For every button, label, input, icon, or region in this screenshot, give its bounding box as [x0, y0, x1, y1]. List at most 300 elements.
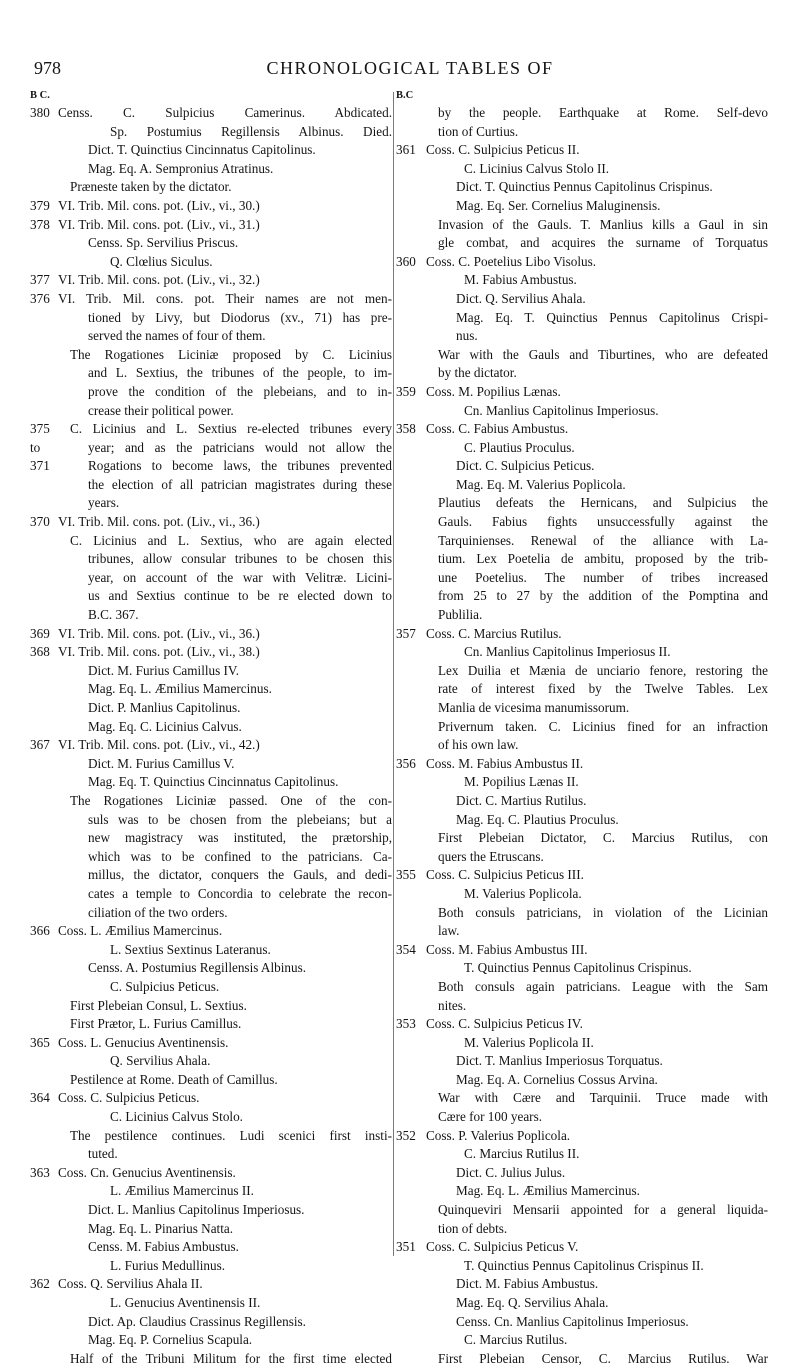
text-line — [396, 104, 768, 123]
text-line — [30, 550, 392, 569]
text-line — [396, 1220, 768, 1239]
year-label: 371 — [30, 458, 50, 474]
line-text: Dict. C. Sulpicius Peticus. — [456, 458, 595, 474]
text-line — [30, 718, 392, 737]
text-line — [396, 234, 768, 253]
line-text: T. Quinctius Pennus Capitolinus Crispinus II. — [464, 1257, 704, 1273]
text-line — [30, 792, 392, 811]
text-line — [396, 364, 768, 383]
text-line — [30, 364, 392, 383]
line-text: and L. Sextius, the tribunes of the people, to im- — [88, 365, 392, 381]
line-text: years. — [88, 495, 120, 511]
line-text: year, on account of the war with Velitræ. Licini- — [88, 569, 392, 585]
line-text: Dict. T. Quinctius Pennus Capitolinus Crispinus. — [456, 179, 713, 195]
text-line — [396, 346, 768, 365]
text-line — [30, 1127, 392, 1146]
text-line — [396, 1089, 768, 1108]
line-text: us and Sextius continue to be re elected down to — [88, 588, 392, 604]
line-text: The Rogationes Liciniæ proposed by C. Licinius — [70, 346, 392, 362]
line-text: Lex Duilia et Mænia de unciario fenore, restoring the — [438, 662, 768, 678]
line-text: Mag. Eq. Ser. Cornelius Maluginensis. — [456, 197, 661, 213]
text-line — [396, 885, 768, 904]
text-line — [396, 941, 768, 960]
year-label: to — [30, 439, 41, 455]
line-text: Invasion of the Gauls. T. Manlius kills a Gaul in sin — [438, 216, 768, 232]
line-text: Manlia de vicesima manumissorum. — [438, 700, 630, 715]
text-line — [30, 1257, 392, 1276]
line-text: cates a temple to Concordia to celebrate the recon- — [88, 885, 392, 901]
text-line — [30, 216, 392, 235]
text-line — [396, 513, 768, 532]
line-text: tium. Lex Poetelia de ambitu, proposed by the trib- — [438, 551, 768, 567]
line-text: une Poetelius. The number of tribes increased — [438, 569, 768, 585]
line-text: First Plebeian Censor, C. Marcius Rutilus. War — [438, 1350, 768, 1366]
line-text: C. Plautius Proculus. — [464, 439, 575, 455]
text-line — [396, 811, 768, 830]
text-line — [30, 439, 392, 458]
line-text: Dict. P. Manlius Capitolinus. — [88, 700, 241, 715]
year-label: 355 — [396, 867, 416, 883]
line-text: First Prætor, L. Furius Camillus. — [70, 1016, 242, 1032]
line-text: Censs. Cn. Manlius Capitolinus Imperiosus. — [456, 1313, 689, 1329]
line-text: tioned by Livy, but Diodorus (xv., 71) has pre- — [88, 309, 392, 325]
right-column-label: B.C — [396, 90, 414, 101]
text-line — [396, 662, 768, 681]
line-text: Tarquinienses. Renewal of the alliance with La- — [438, 532, 768, 548]
line-text: nus. — [456, 328, 478, 344]
text-line — [30, 643, 392, 662]
line-text: quers the Etruscans. — [438, 848, 544, 864]
text-line — [30, 1034, 392, 1053]
text-line — [396, 271, 768, 290]
text-line — [30, 309, 392, 328]
line-text: Publilia. — [438, 607, 483, 623]
text-line — [396, 718, 768, 737]
text-line — [30, 197, 392, 216]
line-text: Sp. Postumius Regillensis Albinus. Died. — [110, 123, 392, 139]
text-line — [30, 904, 392, 923]
text-line — [396, 290, 768, 309]
line-text: Coss. M. Fabius Ambustus II. — [426, 755, 584, 771]
text-line — [30, 513, 392, 532]
text-line — [30, 1071, 392, 1090]
text-line — [30, 327, 392, 346]
text-line — [30, 494, 392, 513]
line-text: VI. Trib. Mil. cons. pot. (Liv., vi., 32.) — [58, 272, 260, 288]
left-column — [30, 104, 392, 1368]
text-line — [396, 123, 768, 142]
text-line — [30, 383, 392, 402]
line-text: Gauls. Fabius fights unsuccessfully against the — [438, 514, 768, 530]
text-line — [30, 811, 392, 830]
text-line — [396, 1257, 768, 1276]
year-label: 360 — [396, 253, 416, 269]
line-text: by the dictator. — [438, 365, 517, 381]
text-line — [396, 1182, 768, 1201]
text-line — [396, 178, 768, 197]
line-text: Mag. Eq. T. Quinctius Cincinnatus Capitolinus. — [88, 774, 339, 790]
line-text: Coss. C. Sulpicius Peticus II. — [426, 142, 580, 158]
line-text: C. Licinius Calvus Stolo. — [110, 1109, 243, 1125]
line-text: Pestilence at Rome. Death of Camillus. — [70, 1071, 278, 1087]
text-line — [30, 1294, 392, 1313]
text-line — [30, 625, 392, 644]
text-line — [396, 1238, 768, 1257]
year-label: 376 — [30, 290, 50, 306]
text-line — [30, 160, 392, 179]
year-label: 354 — [396, 941, 416, 957]
line-text: Both consuls patricians, in violation of the Licinian — [438, 904, 768, 920]
text-line — [30, 885, 392, 904]
text-line — [396, 643, 768, 662]
line-text: Plautius defeats the Hernicans, and Sulpicius the — [438, 495, 768, 511]
line-text: Coss. M. Popilius Lænas. — [426, 383, 561, 399]
text-line — [396, 680, 768, 699]
line-text: L. Sextius Sextinus Lateranus. — [110, 941, 271, 957]
year-label: 363 — [30, 1164, 50, 1180]
text-line — [396, 309, 768, 328]
text-line — [30, 178, 392, 197]
line-text: year; and as the patricians would not allow the — [88, 439, 392, 455]
text-line — [30, 457, 392, 476]
line-text: Dict. Q. Servilius Ahala. — [456, 290, 586, 306]
line-text: nites. — [438, 997, 467, 1013]
text-line — [30, 959, 392, 978]
line-text: by the people. Earthquake at Rome. Self-devo — [438, 105, 768, 120]
line-text: the election of all patrician magistrates during these — [88, 476, 392, 492]
line-text: L. Furius Medullinus. — [110, 1257, 226, 1273]
line-text: tuted. — [88, 1146, 118, 1162]
line-text: VI. Trib. Mil. cons. pot. (Liv., vi., 36.) — [58, 514, 260, 530]
text-line — [396, 922, 768, 941]
text-line — [396, 327, 768, 346]
line-text: Dict. Ap. Claudius Crassinus Regillensis. — [88, 1313, 306, 1329]
line-text: Dict. T. Quinctius Cincinnatus Capitolinus. — [88, 142, 316, 158]
text-line — [30, 736, 392, 755]
text-line — [396, 587, 768, 606]
line-text: War with Cære and Tarquinii. Truce made with — [438, 1090, 768, 1106]
line-text: Both consuls again patricians. League with the Sam — [438, 978, 768, 994]
year-label: 370 — [30, 514, 50, 530]
line-text: Half of the Tribuni Militum for the first time elected — [70, 1350, 392, 1366]
page-title: CHRONOLOGICAL TABLES OF — [266, 58, 554, 78]
line-text: tribunes, allow consular tribunes to be chosen this — [88, 551, 392, 567]
line-text: Dict. M. Fabius Ambustus. — [456, 1276, 599, 1292]
line-text: Dict. L. Manlius Capitolinus Imperiosus. — [88, 1202, 305, 1218]
line-text: Dict. C. Martius Rutilus. — [456, 792, 587, 808]
text-line — [30, 1182, 392, 1201]
text-line — [30, 1015, 392, 1034]
line-text: tion of debts. — [438, 1220, 508, 1236]
text-line — [396, 699, 768, 718]
line-text: VI. Trib. Mil. cons. pot. (Liv., vi., 36.) — [58, 625, 260, 641]
year-label: 362 — [30, 1276, 50, 1292]
line-text: VI. Trib. Mil. cons. pot. (Liv., vi., 42.) — [58, 737, 260, 753]
year-label: 358 — [396, 421, 416, 437]
text-line — [396, 253, 768, 272]
line-text: Cn. Manlius Capitolinus Imperiosus II. — [464, 644, 671, 660]
line-text: Cære for 100 years. — [438, 1109, 543, 1125]
line-text: M. Valerius Poplicola. — [464, 885, 582, 901]
text-line — [396, 550, 768, 569]
line-text: B.C. 367. — [88, 607, 139, 623]
text-line — [396, 457, 768, 476]
line-text: Dict. M. Furius Camillus V. — [88, 755, 235, 771]
line-text: Mag. Eq. A. Sempronius Atratinus. — [88, 160, 274, 176]
line-text: Mag. Eq. T. Quinctius Pennus Capitolinus Crispi- — [456, 309, 768, 325]
text-line — [30, 1108, 392, 1127]
line-text: Dict. C. Julius Julus. — [456, 1164, 566, 1180]
text-line — [396, 1350, 768, 1368]
text-line — [30, 848, 392, 867]
text-line — [30, 662, 392, 681]
line-text: new magistracy was instituted, the prætorship, — [88, 830, 392, 846]
line-text: War with the Gauls and Tiburtines, who are defeated — [438, 346, 768, 362]
line-text: Coss. P. Valerius Poplicola. — [426, 1127, 571, 1143]
line-text: C. Licinius and L. Sextius re-elected tribunes every — [70, 421, 392, 437]
text-line — [396, 755, 768, 774]
text-line — [30, 1052, 392, 1071]
line-text: prove the condition of the plebeians, and to in- — [88, 383, 392, 399]
line-text: Mag. Eq. Q. Servilius Ahala. — [456, 1295, 609, 1310]
text-line — [30, 476, 392, 495]
text-line — [30, 866, 392, 885]
line-text: L. Genucius Aventinensis II. — [110, 1295, 261, 1310]
line-text: Coss. C. Sulpicius Peticus III. — [426, 867, 584, 883]
text-line — [30, 997, 392, 1016]
line-text: C. Licinius Calvus Stolo II. — [464, 160, 610, 176]
text-line — [30, 755, 392, 774]
line-text: T. Quinctius Pennus Capitolinus Crispinus. — [464, 960, 692, 976]
text-line — [30, 402, 392, 421]
text-line — [396, 866, 768, 885]
line-text: M. Fabius Ambustus. — [464, 272, 577, 288]
line-text: Censs. M. Fabius Ambustus. — [88, 1239, 239, 1255]
text-line — [30, 1164, 392, 1183]
line-text: First Plebeian Consul, L. Sextius. — [70, 997, 247, 1013]
line-text: of his own law. — [438, 737, 519, 753]
text-line — [396, 197, 768, 216]
year-label: 357 — [396, 625, 416, 641]
line-text: Censs. Sp. Servilius Priscus. — [88, 235, 239, 251]
text-line — [30, 1220, 392, 1239]
year-label: 375 — [30, 421, 50, 437]
text-line — [396, 1071, 768, 1090]
year-label: 352 — [396, 1127, 416, 1143]
left-column-label: B C. — [30, 90, 50, 101]
text-line — [396, 532, 768, 551]
year-label: 379 — [30, 197, 50, 213]
text-line — [396, 829, 768, 848]
text-line — [30, 1089, 392, 1108]
text-line — [396, 1294, 768, 1313]
text-line — [30, 606, 392, 625]
line-text: First Plebeian Dictator, C. Marcius Rutilus, con — [438, 830, 768, 846]
text-line — [30, 978, 392, 997]
line-text: Rogations to become laws, the tribunes prevented — [88, 458, 392, 474]
text-line — [396, 792, 768, 811]
line-text: C. Marcius Rutilus. — [464, 1332, 568, 1348]
line-text: C. Licinius and L. Sextius, who are again elected — [70, 532, 392, 548]
line-text: Mag. Eq. L. Æmilius Mamercinus. — [88, 681, 272, 697]
year-label: 365 — [30, 1034, 50, 1050]
line-text: crease their political power. — [88, 402, 234, 418]
year-label: 351 — [396, 1239, 416, 1255]
line-text: millus, the dictator, conquers the Gauls, and dedi- — [88, 867, 392, 883]
line-text: Mag. Eq. P. Cornelius Scapula. — [88, 1332, 253, 1348]
year-label: 353 — [396, 1016, 416, 1032]
text-line — [396, 1313, 768, 1332]
line-text: ciliation of the two orders. — [88, 904, 228, 920]
line-text: Coss. C. Marcius Rutilus. — [426, 625, 562, 641]
line-text: Coss. L. Genucius Aventinensis. — [58, 1034, 229, 1050]
line-text: Quinqueviri Mensarii appointed for a general liquida- — [438, 1202, 768, 1218]
line-text: Q. Servilius Ahala. — [110, 1053, 211, 1069]
year-label: 380 — [30, 105, 50, 120]
text-line — [396, 1201, 768, 1220]
text-line — [396, 1034, 768, 1053]
line-text: Dict. T. Manlius Imperiosus Torquatus. — [456, 1053, 663, 1069]
line-text: law. — [438, 923, 460, 939]
text-line — [396, 848, 768, 867]
text-line — [30, 141, 392, 160]
line-text: Dict. M. Furius Camillus IV. — [88, 662, 240, 678]
line-text: Coss. Q. Servilius Ahala II. — [58, 1276, 203, 1292]
line-text: Mag. Eq. A. Cornelius Cossus Arvina. — [456, 1071, 658, 1087]
right-column — [396, 104, 768, 1368]
line-text: C. Sulpicius Peticus. — [110, 978, 220, 994]
line-text: VI. Trib. Mil. cons. pot. (Liv., vi., 30.) — [58, 197, 260, 213]
line-text: served the names of four of them. — [88, 328, 266, 344]
year-label: 361 — [396, 142, 416, 158]
text-line — [396, 439, 768, 458]
line-text: tion of Curtius. — [438, 123, 519, 139]
line-text: M. Popilius Lænas II. — [464, 774, 579, 790]
text-line — [30, 922, 392, 941]
text-line — [396, 1164, 768, 1183]
text-line — [30, 1275, 392, 1294]
line-text: L. Æmilius Mamercinus II. — [110, 1183, 254, 1199]
line-text: M. Valerius Poplicola II. — [464, 1034, 594, 1050]
text-line — [396, 904, 768, 923]
text-line — [396, 625, 768, 644]
text-line — [30, 1201, 392, 1220]
text-line — [396, 494, 768, 513]
line-text: VI. Trib. Mil. cons. pot. Their names are not men- — [58, 290, 392, 306]
line-text: Mag. Eq. C. Plautius Proculus. — [456, 811, 619, 827]
text-line — [30, 699, 392, 718]
year-label: 359 — [396, 383, 416, 399]
line-text: gle combat, and acquires the surname of Torquatus — [438, 235, 768, 251]
text-line — [396, 420, 768, 439]
line-text: Mag. Eq. M. Valerius Poplicola. — [456, 476, 626, 492]
text-line — [396, 1145, 768, 1164]
year-label: 356 — [396, 755, 416, 771]
text-line — [396, 383, 768, 402]
line-text: Præneste taken by the dictator. — [70, 179, 232, 195]
line-text: Coss. L. Æmilius Mamercinus. — [58, 923, 223, 939]
page-number: 978 — [34, 58, 61, 78]
text-line — [396, 141, 768, 160]
line-text: Coss. C. Sulpicius Peticus. — [58, 1090, 200, 1106]
text-line — [396, 1052, 768, 1071]
text-line — [30, 346, 392, 365]
text-line — [30, 123, 392, 142]
year-label: 377 — [30, 272, 50, 288]
line-text: which was to be confined to the patricians. Ca- — [88, 848, 392, 864]
text-line — [30, 587, 392, 606]
text-line — [396, 773, 768, 792]
line-text: Mag. Eq. L. Pinarius Natta. — [88, 1220, 234, 1236]
text-line — [396, 1015, 768, 1034]
text-line — [30, 532, 392, 551]
text-line — [30, 1350, 392, 1368]
line-text: Mag. Eq. L. Æmilius Mamercinus. — [456, 1183, 640, 1199]
text-line — [396, 476, 768, 495]
text-line — [30, 253, 392, 272]
text-line — [30, 1238, 392, 1257]
text-line — [30, 234, 392, 253]
text-line — [396, 1275, 768, 1294]
line-text: Coss. M. Fabius Ambustus III. — [426, 941, 588, 957]
text-line — [30, 420, 392, 439]
line-text: Coss. C. Sulpicius Peticus IV. — [426, 1016, 583, 1032]
line-text: rate of interest fixed by the Twelve Tables. Lex — [438, 681, 768, 697]
text-line — [30, 680, 392, 699]
line-text: from 25 to 27 by the addition of the Pomptina and — [438, 588, 768, 604]
year-label: 368 — [30, 644, 50, 660]
line-text: VI. Trib. Mil. cons. pot. (Liv., vi., 31.) — [58, 216, 260, 232]
year-label: 366 — [30, 923, 50, 939]
line-text: Mag. Eq. C. Licinius Calvus. — [88, 718, 242, 734]
line-text: C. Marcius Rutilus II. — [464, 1146, 580, 1162]
year-label: 367 — [30, 737, 50, 753]
text-line — [30, 271, 392, 290]
year-label: 369 — [30, 625, 50, 641]
line-text: suls was to be chosen from the plebeians; but a — [88, 811, 392, 827]
text-line — [30, 773, 392, 792]
line-text: Q. Clœlius Siculus. — [110, 253, 213, 269]
line-text: The Rogationes Liciniæ passed. One of the con- — [70, 792, 392, 808]
text-line — [396, 959, 768, 978]
text-line — [396, 606, 768, 625]
text-line — [30, 290, 392, 309]
text-line — [30, 1313, 392, 1332]
line-text: Coss. C. Sulpicius Peticus V. — [426, 1239, 579, 1255]
line-text: Coss. Cn. Genucius Aventinensis. — [58, 1164, 236, 1180]
year-label: 378 — [30, 216, 50, 232]
line-text: Coss. C. Poetelius Libo Visolus. — [426, 253, 597, 269]
text-line — [396, 216, 768, 235]
text-line — [396, 1127, 768, 1146]
line-text: Cn. Manlius Capitolinus Imperiosus. — [464, 402, 659, 418]
text-line — [396, 997, 768, 1016]
text-line — [396, 978, 768, 997]
line-text: Censs. A. Postumius Regillensis Albinus. — [88, 960, 306, 976]
line-text: Coss. C. Fabius Ambustus. — [426, 421, 569, 437]
text-line — [396, 736, 768, 755]
text-line — [30, 104, 392, 123]
line-text: VI. Trib. Mil. cons. pot. (Liv., vi., 38.) — [58, 644, 260, 660]
text-line — [396, 402, 768, 421]
text-line — [396, 1108, 768, 1127]
text-line — [396, 569, 768, 588]
line-text: Privernum taken. C. Licinius fined for an infraction — [438, 718, 768, 734]
text-line — [30, 829, 392, 848]
text-line — [30, 941, 392, 960]
year-label: 364 — [30, 1090, 50, 1106]
text-line — [396, 160, 768, 179]
